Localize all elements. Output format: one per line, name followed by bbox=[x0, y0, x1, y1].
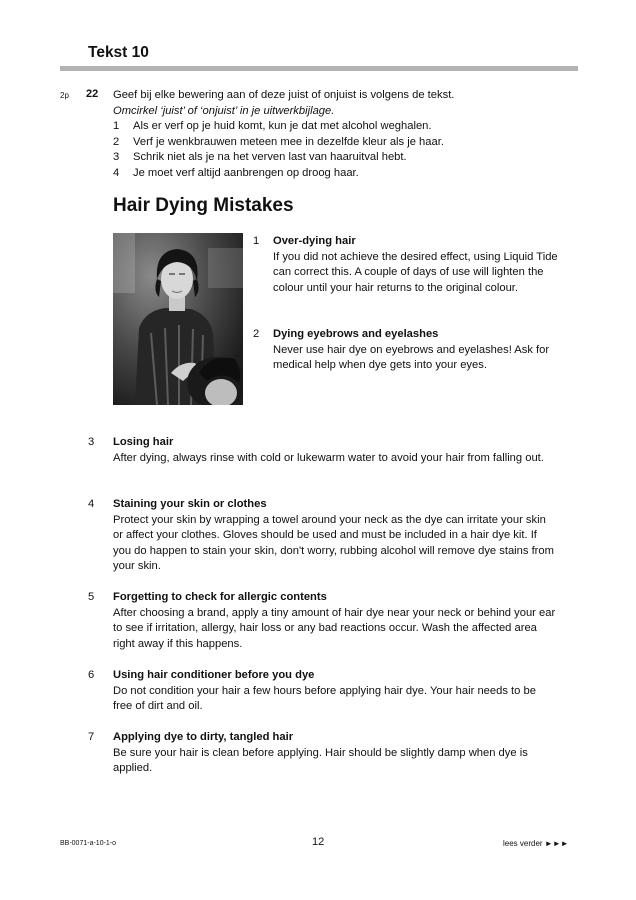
section-number: 7 bbox=[88, 731, 95, 743]
section-text: Protect your skin by wrapping a towel around your neck as the dye can irritate your skin or affect your clothes. Gloves should be used and must be included in a hair dye kit. If you do happen to stain your skin, don't worry, rubbing alcohol will remove dye stains from your skin. bbox=[113, 513, 554, 573]
section-heading: Dying eyebrows and eyelashes bbox=[273, 328, 439, 340]
document-code: BB-0071-a-10-1-o bbox=[60, 840, 117, 847]
section-text: Do not condition your hair a few hours before applying hair dye. Your hair needs to be free of dirt and oil. bbox=[113, 684, 536, 713]
section-number: 5 bbox=[88, 591, 95, 603]
section-title: Tekst 10 bbox=[88, 44, 149, 61]
section-text: After choosing a brand, apply a tiny amount of hair dye near your neck or behind your ear to see if irritation, allergy, hair loss or any bad reactions occur. Wash the affected area right away if this happens. bbox=[113, 606, 556, 650]
question-text bbox=[113, 88, 573, 181]
section-text: After dying, always rinse with cold or lukewarm water to avoid your hair from falling out. bbox=[113, 451, 544, 464]
statement-item bbox=[113, 119, 573, 135]
section-heading: Forgetting to check for allergic contents bbox=[113, 591, 327, 603]
section-number: 4 bbox=[88, 498, 95, 510]
section-heading: Losing hair bbox=[113, 436, 174, 448]
statement-text: Als er verf op je huid komt, kun je dat met alcohol weghalen. bbox=[133, 120, 432, 132]
statement-text: Verf je wenkbrauwen meteen mee in dezelfde kleur als je haar. bbox=[133, 135, 444, 148]
article-section-2 bbox=[253, 327, 583, 391]
section-number: 6 bbox=[88, 669, 95, 681]
section-text: Be sure your hair is clean before applying. Hair should be slightly damp when dye is applied. bbox=[113, 746, 528, 775]
hairdresser-photo bbox=[113, 233, 243, 405]
statement-number: 3 bbox=[113, 151, 120, 163]
section-text: Never use hair dye on eyebrows and eyelashes! Ask for medical help when dye gets into your eyes. bbox=[273, 343, 550, 372]
section-heading: Applying dye to dirty, tangled hair bbox=[113, 731, 294, 743]
question-number: 22 bbox=[86, 88, 99, 100]
section-number: 2 bbox=[253, 328, 260, 340]
page-number: 12 bbox=[312, 836, 325, 848]
statement-item bbox=[113, 166, 573, 182]
statement-item bbox=[113, 150, 573, 166]
article-section-3 bbox=[88, 435, 568, 483]
article-section-5 bbox=[88, 590, 568, 654]
article-section-1 bbox=[253, 234, 583, 314]
section-heading: Using hair conditioner before you dye bbox=[113, 669, 315, 681]
section-heading: Staining your skin or clothes bbox=[113, 498, 267, 510]
header-divider bbox=[60, 66, 578, 71]
section-number: 3 bbox=[88, 436, 95, 448]
statement-item bbox=[113, 135, 573, 151]
statement-text: Schrik niet als je na het verven last van haaruitval hebt. bbox=[133, 151, 407, 163]
section-number: 1 bbox=[253, 235, 260, 247]
question-points: 2p bbox=[60, 91, 69, 100]
question-prompt: Geef bij elke bewering aan of deze juist of onjuist is volgens de tekst. bbox=[113, 89, 455, 101]
continue-label: lees verder ►►► bbox=[503, 839, 569, 848]
question-instruction: Omcirkel ‘juist’ of ‘onjuist’ in je uitwerkbijlage. bbox=[113, 104, 335, 117]
statement-number: 2 bbox=[113, 135, 120, 148]
statement-number: 4 bbox=[113, 166, 120, 179]
article-section-4 bbox=[88, 497, 568, 577]
section-heading: Over-dying hair bbox=[273, 235, 356, 247]
statement-text: Je moet verf altijd aanbrengen op droog haar. bbox=[133, 166, 359, 179]
article-section-7 bbox=[88, 730, 568, 778]
section-text: If you did not achieve the desired effect, using Liquid Tide can correct this. A couple of days of use will lighten the colour until your hair returns to the original colour. bbox=[273, 250, 558, 294]
article-section-6 bbox=[88, 668, 568, 716]
article-title: Hair Dying Mistakes bbox=[113, 195, 294, 216]
statement-number: 1 bbox=[113, 120, 120, 132]
